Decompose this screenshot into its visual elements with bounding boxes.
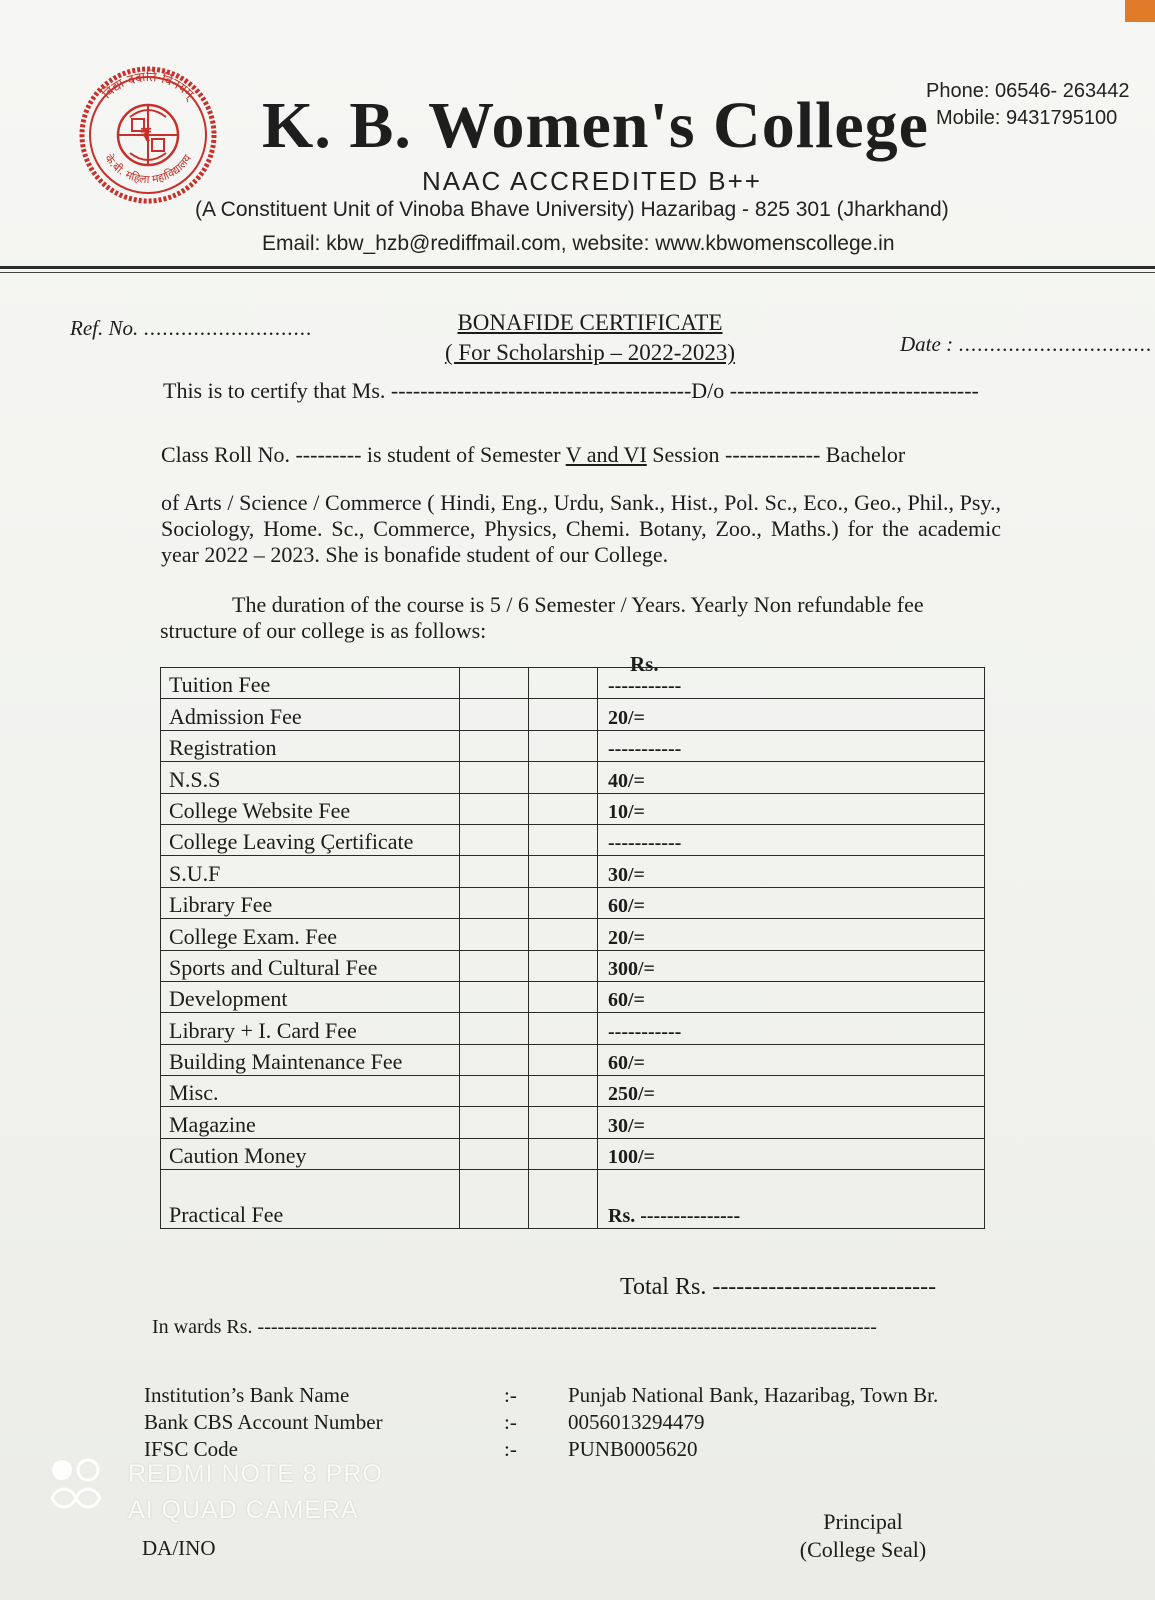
seal-text-top: विद्या ददाति विनयम् <box>99 69 197 103</box>
fee-item: Development <box>161 981 460 1012</box>
header-divider-thin <box>0 272 1155 273</box>
in-words-line: In wards Rs. --------------------------------------------------------------------------------------------- <box>152 1316 877 1338</box>
roll-blank: --------- <box>295 442 362 467</box>
fee-item: N.S.S <box>161 762 460 793</box>
fee-blank-cell <box>529 730 598 761</box>
practical-fee-row <box>161 1170 985 1229</box>
duration-paragraph <box>160 592 1000 644</box>
fee-item: Tuition Fee <box>161 668 460 699</box>
fee-amount: 60/= <box>598 1044 985 1075</box>
fee-blank-cell <box>529 950 598 981</box>
phone-number: Phone: 06546- 263442 <box>926 80 1130 102</box>
camera-watermark <box>128 1456 383 1528</box>
fee-blank-cell <box>460 1044 529 1075</box>
fee-blank-cell <box>460 1170 529 1229</box>
fee-row <box>161 1138 985 1169</box>
naac-accreditation: NAAC ACCREDITED B++ <box>422 166 762 196</box>
bank-sep: :- <box>504 1410 517 1434</box>
certify-line <box>163 378 979 404</box>
bank-key: IFSC Code <box>144 1437 238 1461</box>
semester-text: is student of Semester <box>361 442 566 467</box>
fee-blank-cell <box>529 1044 598 1075</box>
class-roll-label: Class Roll No. <box>161 442 296 467</box>
fee-blank-cell <box>460 730 529 761</box>
fee-blank-cell <box>529 793 598 824</box>
constituent-line: (A Constituent Unit of Vinoba Bhave University) Hazaribag - 825 301 (Jharkhand) <box>195 198 949 221</box>
date-label: Date : <box>900 332 954 356</box>
fee-blank-cell <box>529 824 598 855</box>
fee-item: S.U.F <box>161 856 460 887</box>
fee-blank-cell <box>529 762 598 793</box>
fee-row <box>161 887 985 918</box>
certificate-title: BONAFIDE CERTIFICATE <box>457 310 723 335</box>
fee-row <box>161 730 985 761</box>
ref-label: Ref. No. <box>70 316 139 340</box>
bank-details <box>144 1382 1028 1463</box>
bank-value: 0056013294479 <box>568 1410 705 1434</box>
certificate-subtitle: ( For Scholarship – 2022-2023) <box>444 340 736 365</box>
bank-value: Punjab National Bank, Hazaribag, Town Br. <box>568 1383 939 1407</box>
fee-blank-cell <box>460 887 529 918</box>
course-paragraph: of Arts / Science / Commerce ( Hindi, Eng., Urdu, Sank., Hist., Pol. Sc., Eco., Geo., Phil., Psy., Sociology, Home. Sc., Commerce, Physics, Chemi. Botany, Zoo., Maths.) for the academic year 2022 – 2023. She is bonafide student of our College. <box>161 490 1001 567</box>
camera-watermark-icon <box>50 1458 110 1510</box>
college-seal-logo <box>70 55 230 210</box>
class-roll-line <box>161 442 905 468</box>
fee-blank-cell <box>460 950 529 981</box>
date-blank: ............................... <box>958 332 1153 356</box>
bachelor-text: Bachelor <box>820 442 906 467</box>
fee-blank-cell <box>460 1138 529 1169</box>
ref-number <box>70 316 312 341</box>
session-label: Session <box>646 442 726 467</box>
fee-row <box>161 856 985 887</box>
bank-sep: :- <box>504 1383 517 1407</box>
fee-amount: ----------- <box>598 824 985 855</box>
fee-amount: ----------- <box>598 668 985 699</box>
svg-text:विद्या ददाति विनयम् <box>99 69 198 104</box>
watermark-camera: AI QUAD CAMERA <box>128 1496 359 1524</box>
fee-blank-cell <box>460 856 529 887</box>
fee-blank-cell <box>529 1107 598 1138</box>
fee-amount: 20/= <box>598 919 985 950</box>
fee-item: Caution Money <box>161 1138 460 1169</box>
fee-blank-cell <box>460 1013 529 1044</box>
ref-blank: ........................... <box>143 316 313 340</box>
fee-item: College Exam. Fee <box>161 919 460 950</box>
daughter-of-label: D/o <box>691 378 730 403</box>
fee-row <box>161 668 985 699</box>
fee-blank-cell <box>529 699 598 730</box>
fee-blank-cell <box>529 668 598 699</box>
total-line: Total Rs. ---------------------------- <box>620 1274 937 1300</box>
email-website-line: Email: kbw_hzb@rediffmail.com, website: www.kbwomenscollege.in <box>262 232 895 255</box>
fee-blank-cell <box>529 1076 598 1107</box>
fee-row <box>161 824 985 855</box>
fee-row <box>161 1044 985 1075</box>
bank-value: PUNB0005620 <box>568 1437 698 1461</box>
fee-blank-cell <box>529 1138 598 1169</box>
fee-row <box>161 1076 985 1107</box>
fee-amount: 40/= <box>598 762 985 793</box>
parent-blank: ---------------------------------- <box>729 378 979 403</box>
fee-item: Building Maintenance Fee <box>161 1044 460 1075</box>
fee-blank-cell <box>529 981 598 1012</box>
fee-item: College Leaving Çertificate <box>161 824 460 855</box>
fee-item: College Website Fee <box>161 793 460 824</box>
session-blank: ------------- <box>725 442 821 467</box>
fee-blank-cell <box>529 1013 598 1044</box>
certificate-title-block <box>440 308 740 368</box>
fee-row <box>161 762 985 793</box>
fee-blank-cell <box>529 856 598 887</box>
contact-block <box>926 78 1130 132</box>
fee-amount: 30/= <box>598 856 985 887</box>
header-divider <box>0 266 1155 269</box>
college-seal-label: (College Seal) <box>799 1537 927 1562</box>
fee-blank-cell <box>460 668 529 699</box>
fee-row <box>161 793 985 824</box>
fee-amount: 30/= <box>598 1107 985 1138</box>
fee-item: Library + I. Card Fee <box>161 1013 460 1044</box>
bank-key: Bank CBS Account Number <box>144 1410 383 1434</box>
fee-blank-cell <box>460 1107 529 1138</box>
principal-signature-block <box>788 1508 938 1564</box>
fee-amount: 60/= <box>598 981 985 1012</box>
fee-blank-cell <box>529 919 598 950</box>
bank-row <box>144 1382 1028 1409</box>
fee-amount: Rs. --------------- <box>598 1170 985 1229</box>
principal-label: Principal <box>823 1509 903 1534</box>
fee-item: Practical Fee <box>161 1170 460 1229</box>
bank-key: Institution’s Bank Name <box>144 1383 350 1407</box>
fee-amount: 10/= <box>598 793 985 824</box>
fee-blank-cell <box>460 699 529 730</box>
fee-amount: 250/= <box>598 1076 985 1107</box>
fee-blank-cell <box>529 887 598 918</box>
fee-blank-cell <box>460 793 529 824</box>
fee-item: Admission Fee <box>161 699 460 730</box>
watermark-model: REDMI NOTE 8 PRO <box>128 1460 383 1488</box>
bank-sep: :- <box>504 1437 517 1461</box>
fee-item: Sports and Cultural Fee <box>161 950 460 981</box>
fee-blank-cell <box>460 919 529 950</box>
fee-item: Misc. <box>161 1076 460 1107</box>
fee-table <box>160 667 985 1229</box>
fee-row <box>161 1107 985 1138</box>
mobile-number: Mobile: 9431795100 <box>936 107 1118 129</box>
certify-text: This is to certify that Ms. <box>163 378 391 403</box>
corner-tab <box>1125 0 1155 22</box>
fee-row <box>161 981 985 1012</box>
dano-label: DA/INO <box>142 1536 216 1560</box>
fee-blank-cell <box>460 1076 529 1107</box>
svg-text:₹: ₹ <box>139 125 153 146</box>
fee-amount: ----------- <box>598 1013 985 1044</box>
bank-row <box>144 1409 1028 1436</box>
seal-text-bottom: के.बी. महिला महाविद्यालय <box>101 152 195 187</box>
fee-row <box>161 919 985 950</box>
fee-amount: 300/= <box>598 950 985 981</box>
fee-item: Registration <box>161 730 460 761</box>
fee-blank-cell <box>460 762 529 793</box>
fee-row <box>161 699 985 730</box>
college-name: K. B. Women's College <box>262 89 929 162</box>
fee-item: Library Fee <box>161 887 460 918</box>
date-field <box>900 332 1152 357</box>
fee-amount: 100/= <box>598 1138 985 1169</box>
fee-amount: ----------- <box>598 730 985 761</box>
fee-blank-cell <box>460 824 529 855</box>
fee-blank-cell <box>460 981 529 1012</box>
duration-text: The duration of the course is 5 / 6 Semester / Years. Yearly Non refundable fee structure of our college is as follows: <box>160 592 924 643</box>
fee-amount: 20/= <box>598 699 985 730</box>
rs-column-header: Rs. <box>630 652 659 676</box>
fee-amount: 60/= <box>598 887 985 918</box>
fee-item: Magazine <box>161 1107 460 1138</box>
name-blank: ----------------------------------------- <box>390 378 692 403</box>
fee-row <box>161 1013 985 1044</box>
fee-row <box>161 950 985 981</box>
semester-value: V and VI <box>565 442 647 467</box>
fee-blank-cell <box>529 1170 598 1229</box>
